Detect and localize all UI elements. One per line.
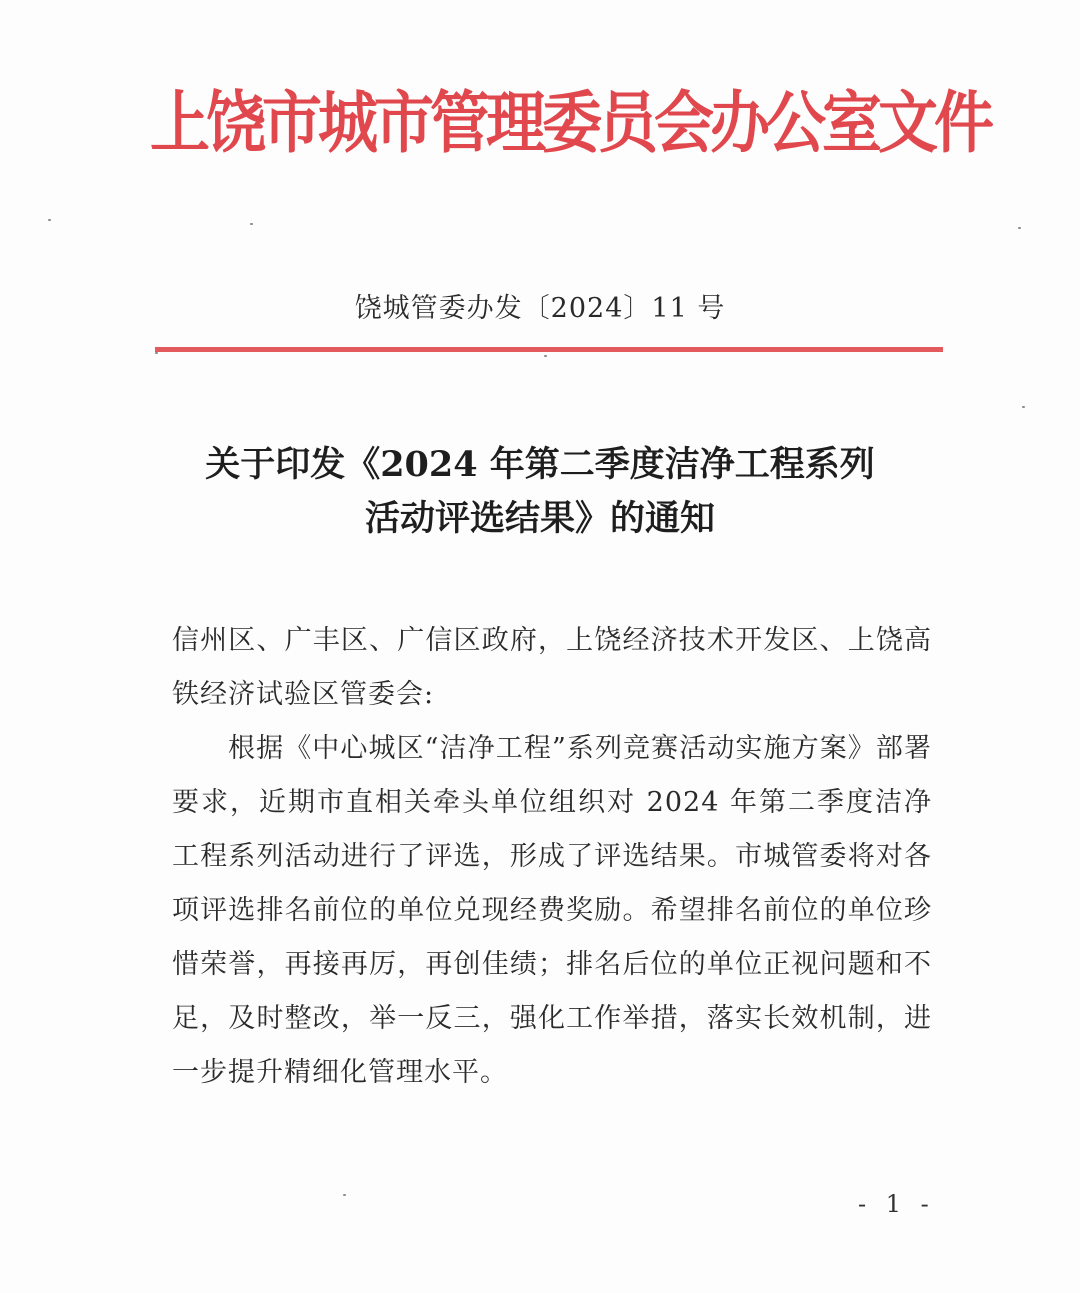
recipients-line: 信州区、广丰区、广信区政府，上饶经济技术开发区、上饶高铁经济试验区管委会: <box>172 625 932 710</box>
notice-title <box>120 438 960 546</box>
scan-speck <box>544 355 547 357</box>
page-number: - 1 - <box>858 1190 935 1218</box>
notice-title-line-2: 活动评选结果》的通知 <box>364 498 715 539</box>
scan-speck <box>250 223 253 225</box>
scan-speck <box>1022 406 1025 408</box>
scan-speck <box>155 352 158 354</box>
document-number: 饶城管委办发〔2024〕11 号 <box>354 293 726 324</box>
body-paragraph: 根据《中心城区“洁净工程”系列竞赛活动实施方案》部署要求，近期市直相关牵头单位组织对 2024 年第二季度洁净工程系列活动进行了评选，形成了评选结果。市城管委将对各项评选排名前位的单位兑现经费奖励。希望排名前位的单位珍惜荣誉，再接再厉，再创佳绩；排名后位的单位正视问题和不足，及时整改，举一反三，强化工作举措，落实长效机制，进一步提升精细化管理水平。 <box>172 733 932 1088</box>
red-separator-line <box>155 347 943 352</box>
issuer-header-title: 上饶市城市管理委员会办公室文件 <box>150 84 990 163</box>
scan-speck <box>48 219 51 221</box>
notice-title-line-1: 关于印发《2024 年第二季度洁净工程系列 <box>205 444 875 485</box>
scan-speck <box>1018 227 1021 229</box>
document-body <box>172 614 932 1100</box>
scan-speck <box>343 1194 346 1196</box>
